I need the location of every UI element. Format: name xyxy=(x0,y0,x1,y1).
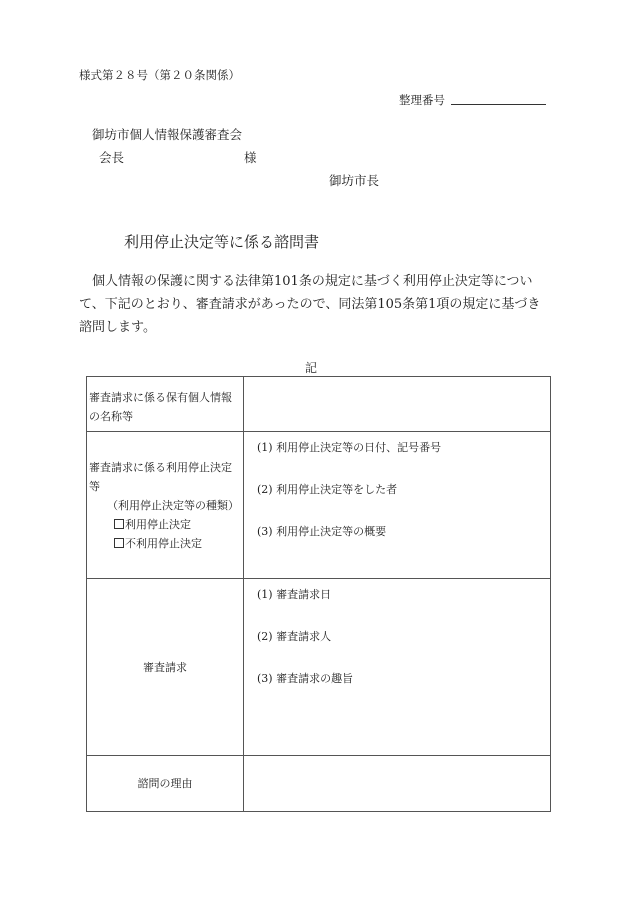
reason-value-cell[interactable] xyxy=(244,756,551,812)
checkbox-icon[interactable] xyxy=(114,538,124,548)
decision-label: 等 xyxy=(89,479,100,493)
info-name-label-cell xyxy=(87,377,244,432)
decision-label-cell xyxy=(87,432,244,579)
list-item: (1) 利用停止決定等の日付、記号番号 xyxy=(257,441,442,454)
option-label: 不利用停止決定 xyxy=(125,536,202,550)
list-item: (3) 利用停止決定等の概要 xyxy=(257,525,387,538)
decision-label: 審査請求に係る利用停止決定 xyxy=(89,460,232,474)
reference-number-field[interactable] xyxy=(451,104,546,105)
info-name-label: 審査請求に係る保有個人情報 xyxy=(89,391,232,404)
addressee-organization: 御坊市個人情報保護審査会 xyxy=(92,127,243,142)
option-suspension[interactable] xyxy=(89,515,243,534)
table-row xyxy=(87,432,551,579)
reason-label-cell xyxy=(87,756,244,812)
option-label: 利用停止決定 xyxy=(125,517,191,531)
request-value-cell[interactable] xyxy=(244,579,551,756)
reference-number-label: 整理番号 xyxy=(399,93,445,107)
document-title: 利用停止決定等に係る諮問書 xyxy=(124,233,320,251)
request-label: 審査請求 xyxy=(143,660,187,674)
checkbox-icon[interactable] xyxy=(114,519,124,529)
table-row xyxy=(87,377,551,432)
list-item: (2) 利用停止決定等をした者 xyxy=(257,483,398,496)
form-number: 様式第２８号（第２０条関係） xyxy=(79,68,240,82)
body-line: て、下記のとおり、審査請求があったので、同法第105条第1項の規定に基づき xyxy=(79,297,541,312)
ki-heading: 記 xyxy=(305,361,318,375)
decision-type-heading: （利用停止決定等の種類） xyxy=(107,498,239,512)
list-item: (1) 審査請求日 xyxy=(257,588,332,601)
option-non-suspension[interactable] xyxy=(89,534,243,553)
info-name-label: の名称等 xyxy=(89,410,133,423)
body-paragraph xyxy=(79,270,554,339)
addressee-chair: 会長 xyxy=(99,150,125,165)
addressee-honorific: 様 xyxy=(244,150,257,165)
record-table xyxy=(86,376,551,812)
body-line: 諮問します。 xyxy=(79,320,156,335)
body-line: 個人情報の保護に関する法律第101条の規定に基づく利用停止決定等につい xyxy=(79,274,533,289)
table-row xyxy=(87,579,551,756)
table-row xyxy=(87,756,551,812)
list-item: (3) 審査請求の趣旨 xyxy=(257,672,354,685)
reason-label: 諮問の理由 xyxy=(137,777,193,790)
list-item: (2) 審査請求人 xyxy=(257,630,332,643)
info-name-value-cell[interactable] xyxy=(244,377,551,432)
sender-name: 御坊市長 xyxy=(329,173,380,188)
decision-value-cell[interactable] xyxy=(244,432,551,579)
request-label-cell xyxy=(87,579,244,756)
